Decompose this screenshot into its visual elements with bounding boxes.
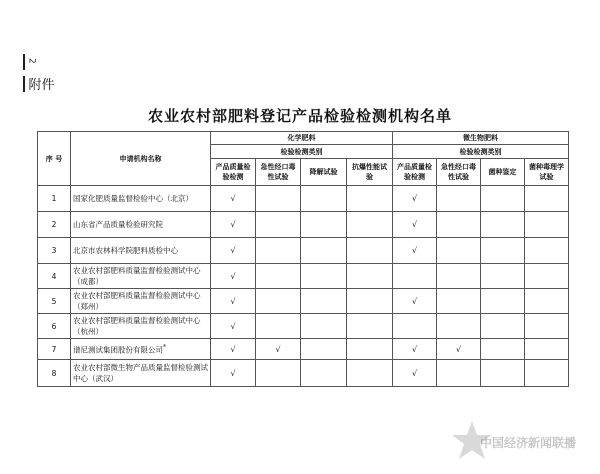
header-micro-quality: 产品质量检验检测 xyxy=(393,159,437,186)
check-cell-empty xyxy=(525,289,569,314)
row-number: 6 xyxy=(38,314,71,339)
check-cell-empty xyxy=(347,238,393,264)
check-cell-empty xyxy=(525,360,569,387)
header-micro-oral-toxicity: 急性经口毒性试验 xyxy=(437,159,481,186)
header-chem-degradation: 降解试验 xyxy=(301,159,347,186)
header-micro-strain-id: 菌种鉴定 xyxy=(481,159,525,186)
org-name: 农业农村部肥料质量监督检验测试中心（郑州） xyxy=(73,291,201,311)
attachment-label: 附件 xyxy=(28,78,55,93)
check-cell-empty xyxy=(301,289,347,314)
check-cell-empty xyxy=(301,264,347,289)
org-name: 国家化肥质量监督检验中心（北京） xyxy=(73,194,193,203)
check-mark-icon: √ xyxy=(230,246,236,255)
org-name-cell xyxy=(71,289,211,314)
table-row xyxy=(38,289,569,314)
check-mark-icon: √ xyxy=(411,246,418,255)
check-cell-empty xyxy=(256,238,301,264)
check-cell-empty xyxy=(301,212,347,238)
org-name: 农业农村部肥料质量监督检验测试中心（杭州） xyxy=(73,316,201,336)
watermark-text: 中国经济新闻联播 xyxy=(480,436,577,450)
org-name-cell xyxy=(71,360,211,387)
check-cell-empty xyxy=(481,314,525,339)
org-name: 山东省产品质量检验研究院 xyxy=(73,220,163,229)
check-cell-marked xyxy=(211,289,256,314)
check-cell-empty xyxy=(525,212,569,238)
check-cell-empty xyxy=(347,314,393,339)
check-mark-icon: √ xyxy=(230,344,236,354)
check-cell-empty xyxy=(481,339,525,360)
check-cell-marked xyxy=(437,339,481,360)
org-name: 农业农村部微生物产品质量监督检验测试中心（武汉） xyxy=(73,363,208,383)
org-name: 谱尼测试集团股份有限公司 xyxy=(73,345,163,355)
check-cell-marked xyxy=(211,339,256,360)
check-cell-empty xyxy=(525,264,569,289)
check-cell-marked xyxy=(211,314,256,339)
check-cell-empty xyxy=(256,314,301,339)
check-mark-icon: √ xyxy=(411,194,418,203)
check-cell-empty xyxy=(437,238,481,264)
row-number: 3 xyxy=(38,238,71,264)
check-cell-marked xyxy=(393,289,437,314)
check-mark-icon: √ xyxy=(411,344,418,354)
org-name-mark: * xyxy=(163,344,166,352)
check-cell-empty xyxy=(525,314,569,339)
check-mark-icon: √ xyxy=(411,296,418,306)
check-cell-empty xyxy=(256,360,301,387)
row-number: 7 xyxy=(38,339,71,360)
table-row xyxy=(38,238,569,264)
check-mark-icon: √ xyxy=(275,344,281,354)
header-chem-oral-toxicity: 急性经口毒性试验 xyxy=(256,159,301,186)
organizations-table xyxy=(37,131,569,387)
document-title: 农业农村部肥料登记产品检验检测机构名单 xyxy=(147,107,452,125)
check-cell-marked xyxy=(393,360,437,387)
check-cell-empty xyxy=(437,186,481,212)
table-row xyxy=(38,212,569,238)
check-cell-empty xyxy=(347,212,393,238)
check-cell-empty xyxy=(301,238,347,264)
check-cell-empty xyxy=(437,212,481,238)
check-mark-icon: √ xyxy=(230,220,236,229)
org-name-cell xyxy=(71,212,211,238)
check-cell-empty xyxy=(301,186,347,212)
org-name-cell xyxy=(71,264,211,289)
check-cell-empty xyxy=(437,360,481,387)
header-chemical-fertilizer: 化学肥料 xyxy=(211,132,393,145)
check-cell-empty xyxy=(347,186,393,212)
check-cell-empty xyxy=(481,186,525,212)
check-cell-empty xyxy=(525,186,569,212)
row-number: 5 xyxy=(38,289,71,314)
check-mark-icon: √ xyxy=(411,220,418,229)
check-cell-empty xyxy=(301,339,347,360)
check-cell-marked xyxy=(211,186,256,212)
check-cell-marked xyxy=(211,238,256,264)
row-number: 4 xyxy=(38,264,71,289)
table-body xyxy=(38,186,569,387)
check-cell-marked xyxy=(211,360,256,387)
org-name-cell xyxy=(71,238,211,264)
check-cell-marked xyxy=(256,339,301,360)
table-row xyxy=(38,339,569,360)
attachment-heading xyxy=(23,74,55,93)
table-row xyxy=(38,360,569,387)
check-cell-empty xyxy=(347,289,393,314)
marker-bar xyxy=(23,54,25,70)
header-micro-test-category: 检验检测类别 xyxy=(393,145,569,159)
check-mark-icon: √ xyxy=(230,296,236,306)
check-mark-icon: √ xyxy=(230,194,236,203)
table-row xyxy=(38,264,569,289)
header-chem-quality: 产品质量检验检测 xyxy=(211,159,256,186)
header-seq: 序 号 xyxy=(38,132,71,186)
check-cell-empty xyxy=(481,289,525,314)
page-number: 2 xyxy=(26,58,37,64)
header-chem-explosion: 抗爆性能试验 xyxy=(347,159,393,186)
row-number: 8 xyxy=(38,360,71,387)
table-row xyxy=(38,186,569,212)
check-cell-empty xyxy=(437,264,481,289)
check-mark-icon: √ xyxy=(230,368,236,378)
check-cell-empty xyxy=(437,289,481,314)
header-microbial-fertilizer: 微生物肥料 xyxy=(393,132,569,145)
marker-bar xyxy=(23,76,25,92)
check-cell-empty xyxy=(256,289,301,314)
check-cell-empty xyxy=(481,212,525,238)
check-cell-marked xyxy=(393,238,437,264)
check-mark-icon: √ xyxy=(230,271,236,281)
check-cell-empty xyxy=(301,314,347,339)
check-cell-empty xyxy=(256,212,301,238)
check-mark-icon: √ xyxy=(455,344,462,354)
check-cell-empty xyxy=(525,339,569,360)
check-cell-empty xyxy=(481,360,525,387)
check-cell-empty xyxy=(525,238,569,264)
check-cell-empty xyxy=(347,360,393,387)
check-cell-empty xyxy=(437,314,481,339)
watermark xyxy=(452,417,592,467)
check-cell-marked xyxy=(393,212,437,238)
check-cell-empty xyxy=(347,339,393,360)
row-number: 1 xyxy=(38,186,71,212)
check-cell-empty xyxy=(256,186,301,212)
org-name: 北京市农林科学院肥料质检中心 xyxy=(73,246,178,255)
check-cell-marked xyxy=(393,186,437,212)
check-cell-empty xyxy=(393,314,437,339)
header-micro-strain-toxicology: 菌种毒理学试验 xyxy=(525,159,569,186)
org-name-cell xyxy=(71,186,211,212)
check-mark-icon: √ xyxy=(411,368,418,378)
check-cell-marked xyxy=(393,339,437,360)
check-cell-empty xyxy=(481,238,525,264)
check-cell-empty xyxy=(301,360,347,387)
check-cell-marked xyxy=(211,212,256,238)
org-name-cell xyxy=(71,314,211,339)
check-cell-marked xyxy=(211,264,256,289)
check-cell-empty xyxy=(393,264,437,289)
table-row xyxy=(38,314,569,339)
check-cell-empty xyxy=(256,264,301,289)
org-name-cell xyxy=(71,339,211,360)
check-cell-empty xyxy=(481,264,525,289)
check-cell-empty xyxy=(347,264,393,289)
header-org-name: 申请机构名称 xyxy=(71,132,211,186)
check-mark-icon: √ xyxy=(230,321,236,331)
header-chem-test-category: 检验检测类别 xyxy=(211,145,393,159)
row-number: 2 xyxy=(38,212,71,238)
page-number-marker xyxy=(23,52,37,70)
org-name: 农业农村部肥料质量监督检验测试中心（成都） xyxy=(73,266,201,286)
